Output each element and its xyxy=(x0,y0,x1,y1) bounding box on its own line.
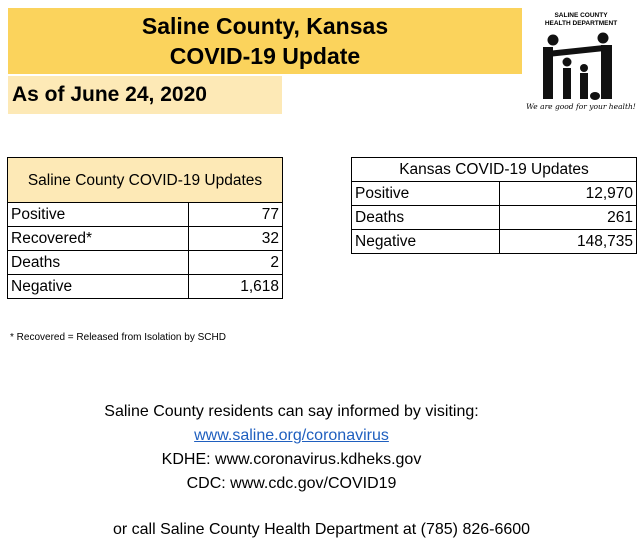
health-department-logo xyxy=(526,10,636,118)
info-cdc: CDC: www.cdc.gov/COVID19 xyxy=(186,475,397,492)
row-value: 1,618 xyxy=(188,275,282,299)
table-row xyxy=(8,203,283,227)
row-value: 261 xyxy=(500,206,637,230)
family-icon xyxy=(526,30,636,104)
info-link-line xyxy=(0,424,583,448)
table-row xyxy=(352,206,637,230)
info-kdhe: KDHE: www.coronavirus.kdheks.gov xyxy=(161,451,422,468)
info-call: or call Saline County Health Department at (785) 826-6600 xyxy=(112,521,531,538)
row-label: Negative xyxy=(352,230,500,254)
row-value: 2 xyxy=(188,251,282,275)
row-label: Negative xyxy=(8,275,189,299)
saline-coronavirus-link[interactable]: www.saline.org/coronavirus xyxy=(194,427,389,444)
update-date: As of June 24, 2020 xyxy=(12,83,207,106)
table-row xyxy=(352,230,637,254)
logo-tagline: We are good for your health! xyxy=(526,102,636,111)
title-line-2: COVID-19 Update xyxy=(169,43,361,69)
date-banner xyxy=(8,76,282,114)
row-value: 148,735 xyxy=(500,230,637,254)
saline-table-title: Saline County COVID-19 Updates xyxy=(8,158,283,203)
title-line-1: Saline County, Kansas xyxy=(141,13,389,39)
row-value: 32 xyxy=(188,227,282,251)
kansas-table-title: Kansas COVID-19 Updates xyxy=(352,158,637,182)
logo-name-line-1: SALINE COUNTY xyxy=(554,12,608,19)
row-value: 77 xyxy=(188,203,282,227)
row-value: 12,970 xyxy=(500,182,637,206)
row-label: Deaths xyxy=(8,251,189,275)
info-intro: Saline County residents can say informed by visiting: xyxy=(104,403,479,420)
saline-county-table xyxy=(7,157,283,299)
row-label: Positive xyxy=(352,182,500,206)
logo-name-line-2: HEALTH DEPARTMENT xyxy=(544,20,618,27)
recovered-footnote: * Recovered = Released from Isolation by SCHD xyxy=(10,332,226,343)
row-label: Deaths xyxy=(352,206,500,230)
table-row xyxy=(8,275,283,299)
row-label: Recovered* xyxy=(8,227,189,251)
kansas-table xyxy=(351,157,637,254)
row-label: Positive xyxy=(8,203,189,227)
title-banner xyxy=(8,8,522,74)
table-header-row xyxy=(352,158,637,182)
table-row xyxy=(352,182,637,206)
table-row xyxy=(8,227,283,251)
table-row xyxy=(8,251,283,275)
table-header-row xyxy=(8,158,283,203)
